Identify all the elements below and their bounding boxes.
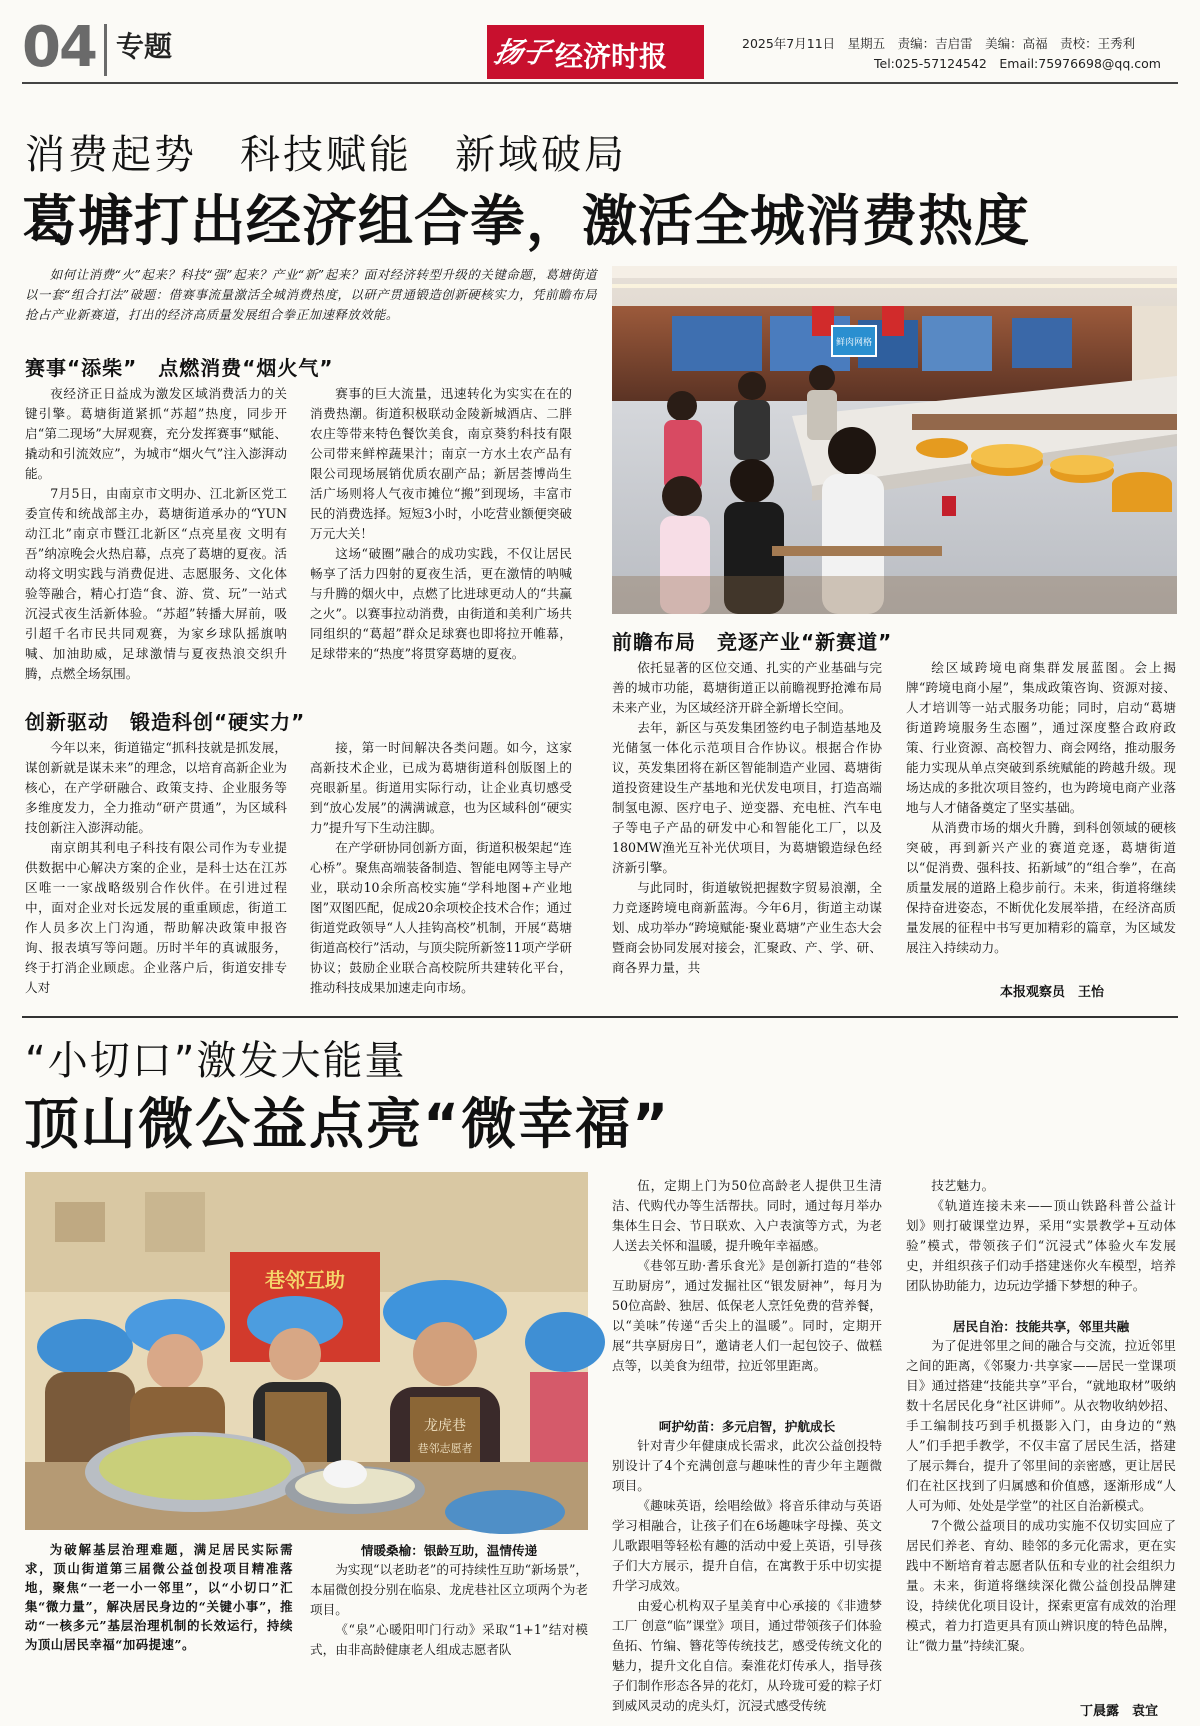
article-1-headline: 葛塘打出经济组合拳，激活全城消费热度 [22,189,1031,253]
section-label: 专题 [116,30,173,63]
issue-info-line1: 2025年7月11日 星期五 责编：吉启雷 美编：高福 责校：王秀利 [742,36,1136,51]
paragraph: 接，第一时间解决各类问题。如今，这家高新技术企业，已成为葛塘街道科创版图上的亮眼新星。街道用实际行动，让企业真切感受到“放心发展”的满满诚意，也为区域科创“硬实力”提升写下生动注脚。 [310,740,572,835]
paragraph: 依托显著的区位交通、扎实的产业基础与完善的城市功能，葛塘街道正以前瞻视野抢滩布局未来产业，为区域经济开辟全新增长空间。 [612,660,882,715]
article-1-byline: 本报观察员 王怡 [1000,985,1105,1000]
page-number: 04 [22,15,96,80]
article-2-kicker: “小切口”激发大能量 [25,1038,407,1084]
paragraph: 伍，定期上门为50位高龄老人提供卫生清洁、代购代办等生活帮扶。同时，通过每月举办集体生日会、节日联欢、入户表演等方式，为老人送去关怀和温暖，提升晚年幸福感。 [612,1178,882,1253]
paragraph: 技艺魅力。 [931,1178,995,1193]
neighbors-col [906,1336,1176,1696]
paragraph: 赛事的巨大流量，迅速转化为实实在在的消费热潮。街道积极联动金陵新城酒店、二胖农庄等带来特色餐饮美食，南京葵豹科技有限公司带来鲜榨蔬果汁；南京一方水土农产品有限公司现场展销优质农副产品；新居荟博尚生活广场则将人气夜市摊位“搬”到现场，丰富市民的消费选择。短短3小时，小吃营业额便突破万元大关！ [310,386,572,541]
youth-col-top [612,1176,882,1416]
section-industry-col1 [612,658,882,1002]
paragraph: 在产学研协同创新方面，街道积极架起“连心桥”。聚焦高端装备制造、智能电网等主导产业，联动10余所高校实施“学科地图+产业地图”双图匹配，促成20余项校企技术合作；通过街道党政领导“人人挂钩高校”机制，开展“葛塘街道高校行”活动，与顶尖院所新签11项产学研协议；鼓励企业联合高校院所共建转化平台，推动科技成果加速走向市场。 [310,840,572,995]
section-innovation-col1 [25,738,287,1002]
photo-apron-text2: 巷邻志愿者 [417,1442,473,1455]
logo-script: 扬子 [491,36,555,69]
subhead-events: 赛事“添柴” 点燃消费“烟火气” [25,356,334,380]
photo-apron-text: 龙虎巷 [424,1418,466,1434]
section-industry-col2 [906,658,1176,955]
paragraph: 南京朗其利电子科技有限公司作为专业提供数据中心解决方案的企业，是科士达在江苏区唯一一家战略级别合作伙伴。在引进过程中，面对企业对长远发展的重重顾虑，街道工作人员多次上门沟通，帮助解决政策申报咨询、报表填写等问题。历时半年的真诚服务，终于打消企业顾虑。企业落户后，街道安排专人对 [25,840,287,995]
elder-col [310,1560,588,1720]
article-2-photo-volunteers [25,1172,588,1530]
subhead-innovation: 创新驱动 锻造科创“硬实力” [25,710,306,734]
subhead-kids: 呵护幼苗：多元启智，护航成长 [658,1419,836,1434]
section-events-col1 [25,384,287,684]
article-2-byline: 丁晨露 袁宜 [1080,1704,1159,1719]
paragraph: 绘区域跨境电商集群发展蓝图。会上揭牌“跨境电商小屋”，集成政策咨询、资源对接、人才培训等一站式服务功能；同时，启动“葛塘街道跨境服务生态圈”，通过深度整合政府政策、行业资源、高校智力、商会网络，推动服务能力实现从单点突破到系统赋能的跨越升级。现场达成的多批次项目签约，也为跨境电商产业落地与人才储备奠定了坚实基础。 [906,660,1176,815]
paragraph: 为了促进邻里之间的融合与交流，拉近邻里之间的距离，《邻聚力·共享家——居民一堂课项目》通过搭建“技能共享”平台，“就地取材”吸纳数十名居民化身“社区讲师”。从衣物收纳妙招、手工编制技巧到手机摄影入门，由身边的“熟人”们手把手教学，不仅丰富了居民生活，搭建了展示舞台，提升了邻里间的亲密感，更让居民们在社区找到了归属感和价值感，逐渐形成“人人可为师、处处是学堂”的社区自治新模式。 [906,1338,1176,1513]
newspaper-logo [487,25,704,79]
paragraph: 《趣味英语，绘唱绘做》将音乐律动与英语学习相融合，让孩子们在6场趣味字母操、英文儿歌跟唱等轻松有趣的活动中爱上英语，引导孩子们大方展示，提升自信，在寓教于乐中切实提升学习成效。 [612,1498,882,1593]
paragraph: 7月5日，由南京市文明办、江北新区党工委宣传和统战部主办，葛塘街道承办的“YUN动江北”南京市暨江北新区“点亮星夜 文明有吾”纳凉晚会火热启幕，点亮了葛塘的夏夜。活动将文明实践与消费促进、志愿服务、文化体验等融合，精心打造“食、游、赏、玩”一站式沉浸式夜生活新体验。“苏超”转播大屏前，吸引超千名市民共同观赛，为家乡球队摇旗呐喊、加油助威，足球激情与夏夜热浪交织升腾，点燃全场氛围。 [25,486,287,681]
paragraph: 针对青少年健康成长需求，此次公益创投特别设计了4个充满创意与趣味性的青少年主题微项目。 [612,1438,882,1493]
paragraph: 为实现“以老助老”的可持续性互助“新场景”，本届微创投分别在临泉、龙虎巷社区立项两个为老项目。 [310,1562,588,1617]
paragraph: 这场“破圈”融合的成功实践，不仅让居民畅享了活力四射的夏夜生活，更在激情的呐喊与升腾的烟火中，点燃了比进球更动人的“共赢之火”。以赛事拉动消费，由街道和美利广场共同组织的“葛超”群众足球赛也即将拉开帷幕，足球带来的“热度”将贯穿葛塘的夏夜。 [310,546,572,661]
masthead [0,0,1200,80]
logo-text: 经济时报 [555,40,668,73]
paragraph: 《巷邻互助·耆乐食光》是创新打造的“巷邻互助厨房”，通过发掘社区“银发厨神”，每月为50位高龄、独居、低保老人烹饪免费的营养餐，以“美味”传递“舌尖上的温暖”。同时，定期开展“共享厨房日”，邀请老人们一起包饺子、做糕点等，以美食为纽带，拉近邻里距离。 [612,1258,882,1373]
paragraph: 由爱心机构双子星美育中心承接的《非遗梦工厂 创意“临”课堂》项目，通过带领孩子们体验鱼拓、竹编、簪花等传统技艺，感受传统文化的魅力，提升文化自信。秦淮花灯传承人，指导孩子们制作形态各异的花灯，从玲珑可爱的粽子灯到威风灵动的虎头灯，沉浸式感受传统 [612,1598,882,1713]
paragraph: 夜经济正日益成为激发区域消费活力的关键引擎。葛塘街道紧抓“苏超”热度，同步开启“第二现场”大屏观赛，充分发挥赛事“赋能、撬动和引流效应”，为城市“烟火气”注入澎湃动能。 [25,386,287,481]
subhead-elder: 情暖桑榆：银龄互助，温情传递 [360,1543,538,1558]
article-2-caption: 为破解基层治理难题，满足居民实际需求，顶山街道第三届微公益创投项目精准落地，聚焦“一老一小一邻里”，以“小切口”汇集“微力量”，解决居民身边的“关键小事”，推动“一核多元”基层治理机制的长效运行，持续为顶山居民幸福“加码提速”。 [25,1542,293,1652]
photo-sign-text: 鲜肉网格 [835,338,873,348]
paragraph: 今年以来，街道锚定“抓科技就是抓发展，谋创新就是谋未来”的理念，以培育高新企业为核心，在产学研融合、政策支持、企业服务等多维度发力，全力推动“研产贯通”，为区域科技创新注入澎湃动能。 [25,740,287,835]
section-events-col2 [310,384,572,684]
section-innovation-col2 [310,738,572,1002]
article-1-kicker: 消费起势 科技赋能 新域破局 [25,132,627,178]
paragraph: 《“泉”心暖阳叩门行动》采取“1+1”结对模式，由非高龄健康老人组成志愿者队 [310,1622,588,1657]
paragraph: 《轨道连接未来——顶山铁路科普公益计划》则打破课堂边界，采用“实景教学+互动体验”模式，带领孩子们“沉浸式”体验火车发展史，并组织孩子们动手搭建迷你火车模型，培养团队协助能力，边玩边学播下梦想的种子。 [906,1198,1176,1293]
paragraph: 去年，新区与英发集团签约电子制造基地及光储氢一体化示范项目合作协议。根据合作协议，英发集团将在新区智能制造产业园、葛塘街道投资建设生产基地和光伏发电项目，打造高端制氢电源、医疗电子、逆变器、充电桩、汽车电子等电子产品的研发中心和智能化工厂，以及180MW渔光互补光伏项目，为葛塘锻造绿色经济新引擎。 [612,720,882,875]
paragraph: 从消费市场的烟火升腾，到科创领域的硬核突破，再到新兴产业的赛道竞逐，葛塘街道以“促消费、强科技、拓新域”的“组合拳”，在高质量发展的道路上稳步前行。未来，街道将继续保持奋进姿态，不断优化发展举措，在经济高质量发展的征程中书写更加精彩的篇章，为区域发展注入持续动力。 [906,820,1176,955]
railway-col [906,1176,1176,1316]
youth-col-bottom [612,1436,882,1720]
paragraph: 与此同时，街道敏锐把握数字贸易浪潮，全力竞逐跨境电商新蓝海。今年6月，街道主动谋划、成功举办“跨境赋能·聚业葛塘”产业生态大会暨商会协同发展对接会，汇聚政、产、学、研、商各界力量，共 [612,880,882,975]
article-divider [22,1016,1178,1018]
subhead-industry: 前瞻布局 竞逐产业“新赛道” [612,630,893,654]
paragraph: 7个微公益项目的成功实施不仅切实回应了居民们养老、育幼、睦邻的多元化需求，更在实践中不断培育着志愿者队伍和专业的社会组织力量。未来，街道将继续深化微公益创投品牌建设，持续优化项目设计，探索更富有成效的治理模式，着力打造更具有顶山辨识度的特色品牌，让“微力量”持续汇聚。 [906,1518,1176,1653]
page-number-divider [104,24,107,76]
photo-banner-text: 巷邻互助 [265,1268,345,1292]
article-2-headline: 顶山微公益点亮“微幸福” [24,1092,671,1156]
issue-info-line2: Tel:025-57124542 Email:75976698@qq.com [874,56,1161,71]
article-1-photo-restaurant [612,266,1177,614]
article-1-lead: 如何让消费“火”起来？科技“强”起来？产业“新”起来？面对经济转型升级的关键命题，葛塘街道以一套“组合打法”破题：借赛事流量激活全城消费热度，以研产贯通锻造创新硬核实力，凭前瞻布局抢占产业新赛道，打出的经济高质量发展组合拳正加速释放效能。 [25,267,597,322]
masthead-rule [22,82,1178,84]
subhead-neighbors: 居民自治：技能共享，邻里共融 [952,1319,1130,1334]
